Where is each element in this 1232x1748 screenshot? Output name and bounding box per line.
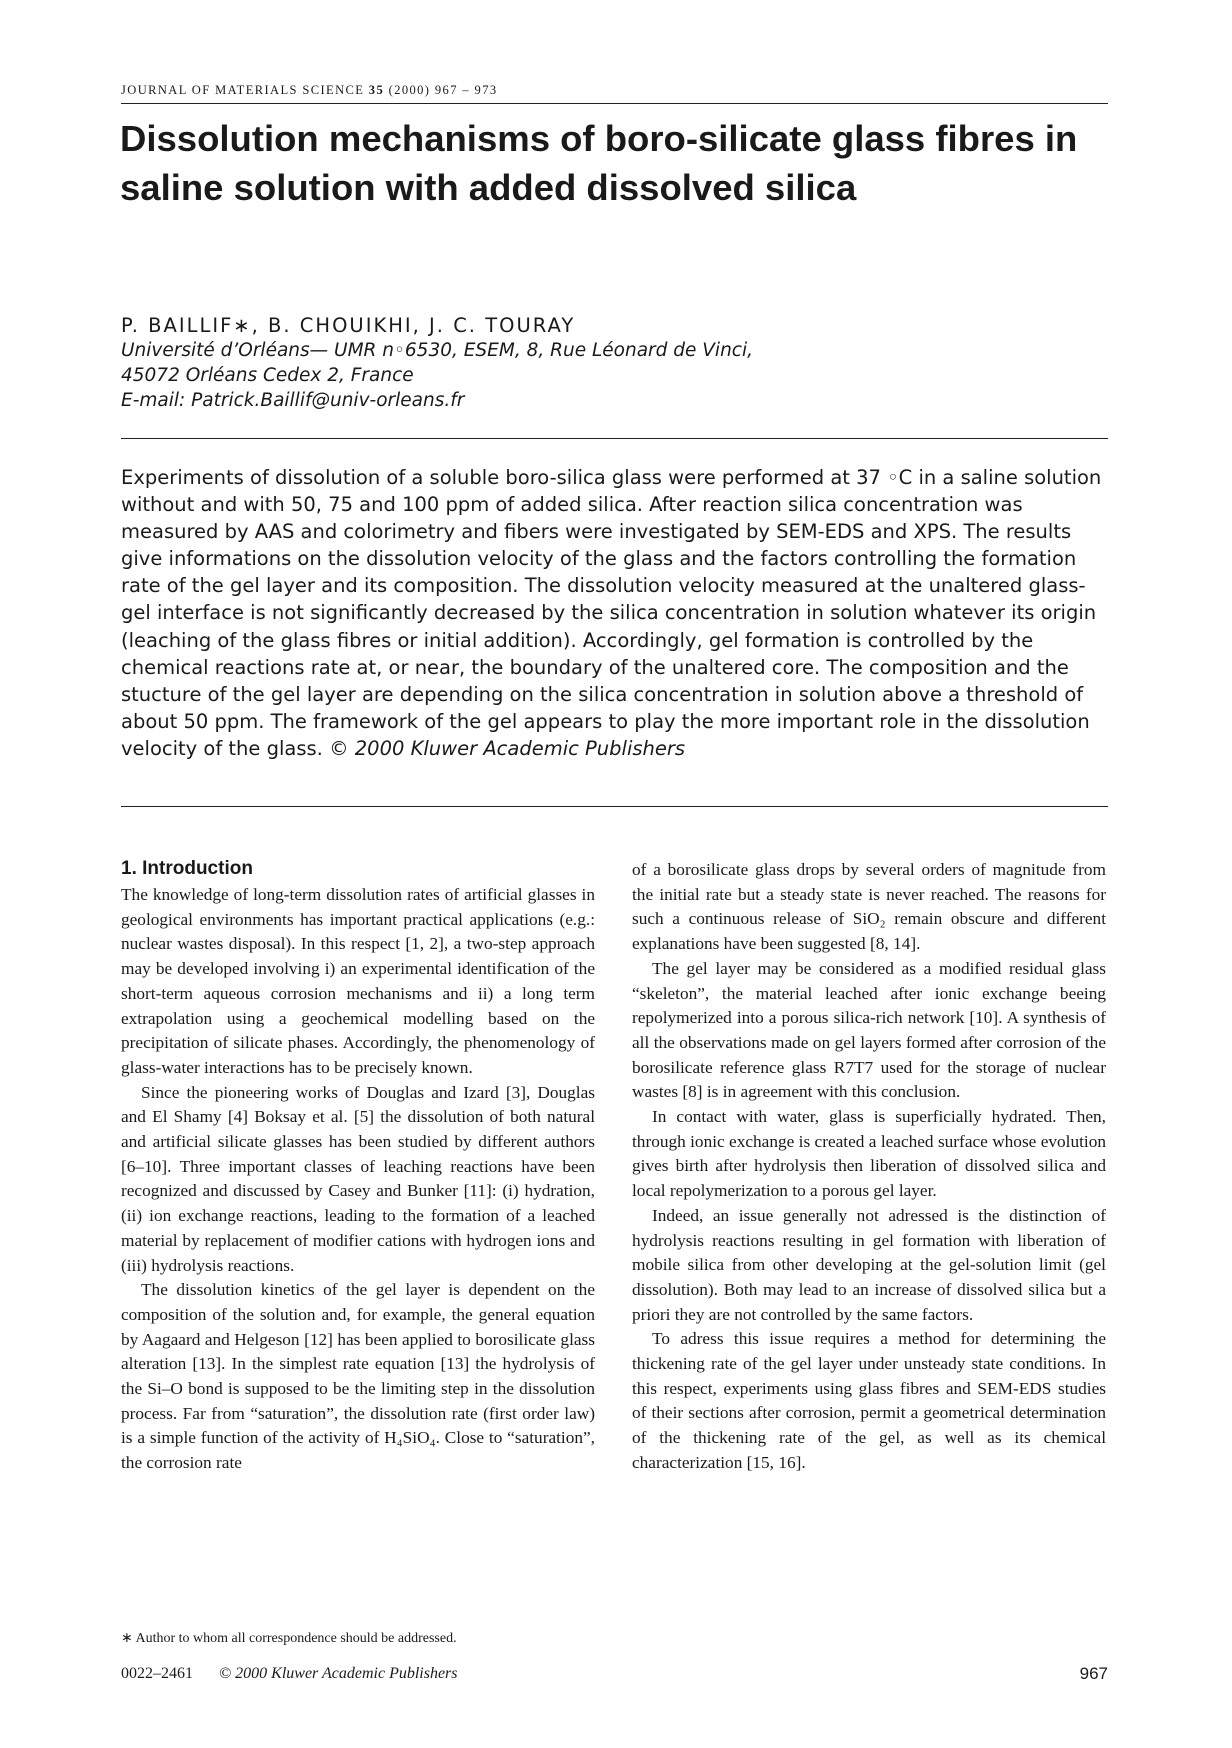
footnote: ∗ Author to whom all correspondence should be addressed.	[121, 1631, 457, 1646]
journal-volume: 35	[368, 83, 385, 97]
author-email: E-mail: Patrick.Baillif@univ-orleans.fr	[121, 390, 465, 411]
author-list: P. BAILLIF∗, B. CHOUIKHI, J. C. TOURAY	[121, 314, 576, 337]
journal-name: JOURNAL OF MATERIALS SCIENCE	[121, 83, 365, 97]
affiliation-block	[121, 338, 1021, 413]
body-paragraph: The dissolution kinetics of the gel layer is dependent on the composition of the solution and, for example, the general equation by Aagaard and Helgeson [12] has been applied to borosilicate glass alteration [13]. In the simplest rate equation [13] the hydrolysis of the Si–O bond is supposed to be the limiting step in the dissolution process. Far from “saturation”, the dissolution rate (first order law) is a simple function of the activity of H₄SiO₄. Close to “saturation”, the corrosion rate	[121, 1280, 595, 1473]
abstract-top-rule	[121, 438, 1108, 439]
affiliation-line-2: 45072 Orléans Cedex 2, France	[121, 365, 414, 386]
footer-issn: 0022–2461	[121, 1665, 193, 1682]
body-paragraph: In contact with water, glass is superficially hydrated. Then, through ionic exchange is created a leached surface whose evolution gives birth after hydrolysis then liberation of dissolved silica and local repolymerization to a porous gel layer.	[632, 1107, 1106, 1201]
abstract-copyright: © 2000 Kluwer Academic Publishers	[329, 736, 686, 760]
body-paragraph: Indeed, an issue generally not adressed is the distinction of hydrolysis reactions resulting in gel formation with liberation of mobile silica from other developing at the gel-solution limit (gel dissolution). Both may lead to an increase of dissolved silica but a priori they are not controlled by the same factors.	[632, 1205, 1106, 1324]
page-number: 967	[1079, 1664, 1108, 1683]
abstract	[121, 464, 1111, 762]
body-column-right	[632, 858, 1106, 1476]
section-heading: 1. Introduction	[121, 858, 253, 879]
footer-copyright: © 2000 Kluwer Academic Publishers	[219, 1665, 458, 1682]
body-paragraph: Since the pioneering works of Douglas and Izard [3], Douglas and El Shamy [4] Boksay et al. [5] the dissolution of both natural and artificial silicate glasses has been studied by different authors [6–10]. Three important classes of leaching reactions have been recognized and discussed by Casey and Bunker [11]: (i) hydration, (ii) ion exchange reactions, leading to the formation of a leached material by replacement of modifier cations with hydrogen ions and (iii) hydrolysis reactions.	[121, 1082, 595, 1275]
abstract-bottom-rule	[121, 806, 1108, 807]
body-paragraph: The knowledge of long-term dissolution rates of artificial glasses in geological environments has important practical applications (e.g.: nuclear wastes disposal). In this respect [1, 2], a two-step approach may be developed involving i) an experimental identification of the short-term aqueous corrosion mechanisms and ii) a long term extrapolation using a geochemical modelling based on the precipitation of silicate phases. Accordingly, the phenomenology of glass-water interactions has to be precisely known.	[121, 885, 595, 1077]
journal-year-pages: (2000) 967 – 973	[388, 83, 498, 97]
affiliation-line-1: Université d’Orléans— UMR n◦6530, ESEM, 8, Rue Léonard de Vinci,	[121, 340, 753, 361]
footer-issn-block	[121, 1665, 458, 1683]
article-title: Dissolution mechanisms of boro-silicate glass fibres in saline solution with added dissolved silica	[120, 118, 1078, 208]
running-head	[121, 83, 1108, 104]
abstract-text: Experiments of dissolution of a soluble boro-silica glass were performed at 37 ◦C in a saline solution without and with 50, 75 and 100 ppm of added silica. After reaction silica concentration was measured by AAS and colorimetry and fibers were investigated by SEM-EDS and XPS. The results give informations on the dissolution velocity of the glass and the factors controlling the formation rate of the gel layer and its composition. The dissolution velocity measured at the unaltered glass-gel interface is not significantly decreased by the silica concentration in solution whatever its origin (leaching of the glass fibres or initial addition). Accordingly, gel formation is controlled by the chemical reactions rate at, or near, the boundary of the unaltered core. The composition and the stucture of the gel layer are depending on the silica concentration in solution above a threshold of about 50 ppm. The framework of the gel appears to play the more important role in the dissolution velocity of the glass.	[121, 466, 1102, 760]
body-paragraph: The gel layer may be considered as a modified residual glass “skeleton”, the material leached after ionic exchange beeing repolymerized into a porous silica-rich network [10]. A synthesis of all the observations made on gel layers formed after corrosion of the borosilicate reference glass R7T7 used for the storage of nuclear wastes [8] is in agreement with this conclusion.	[632, 958, 1106, 1102]
body-paragraph: To adress this issue requires a method for determining the thickening rate of the gel layer under unsteady state conditions. In this respect, experiments using glass fibres and SEM-EDS studies of their sections after corrosion, permit a geometrical determination of the thickening rate of the gel, as well as its chemical characterization [15, 16].	[632, 1329, 1106, 1472]
body-column-left	[121, 857, 595, 1476]
body-paragraph: of a borosilicate glass drops by several orders of magnitude from the initial rate but a steady state is never reached. The reasons for such a continuous release of SiO₂ remain obscure and different explanations have been suggested [8, 14].	[632, 860, 1106, 954]
